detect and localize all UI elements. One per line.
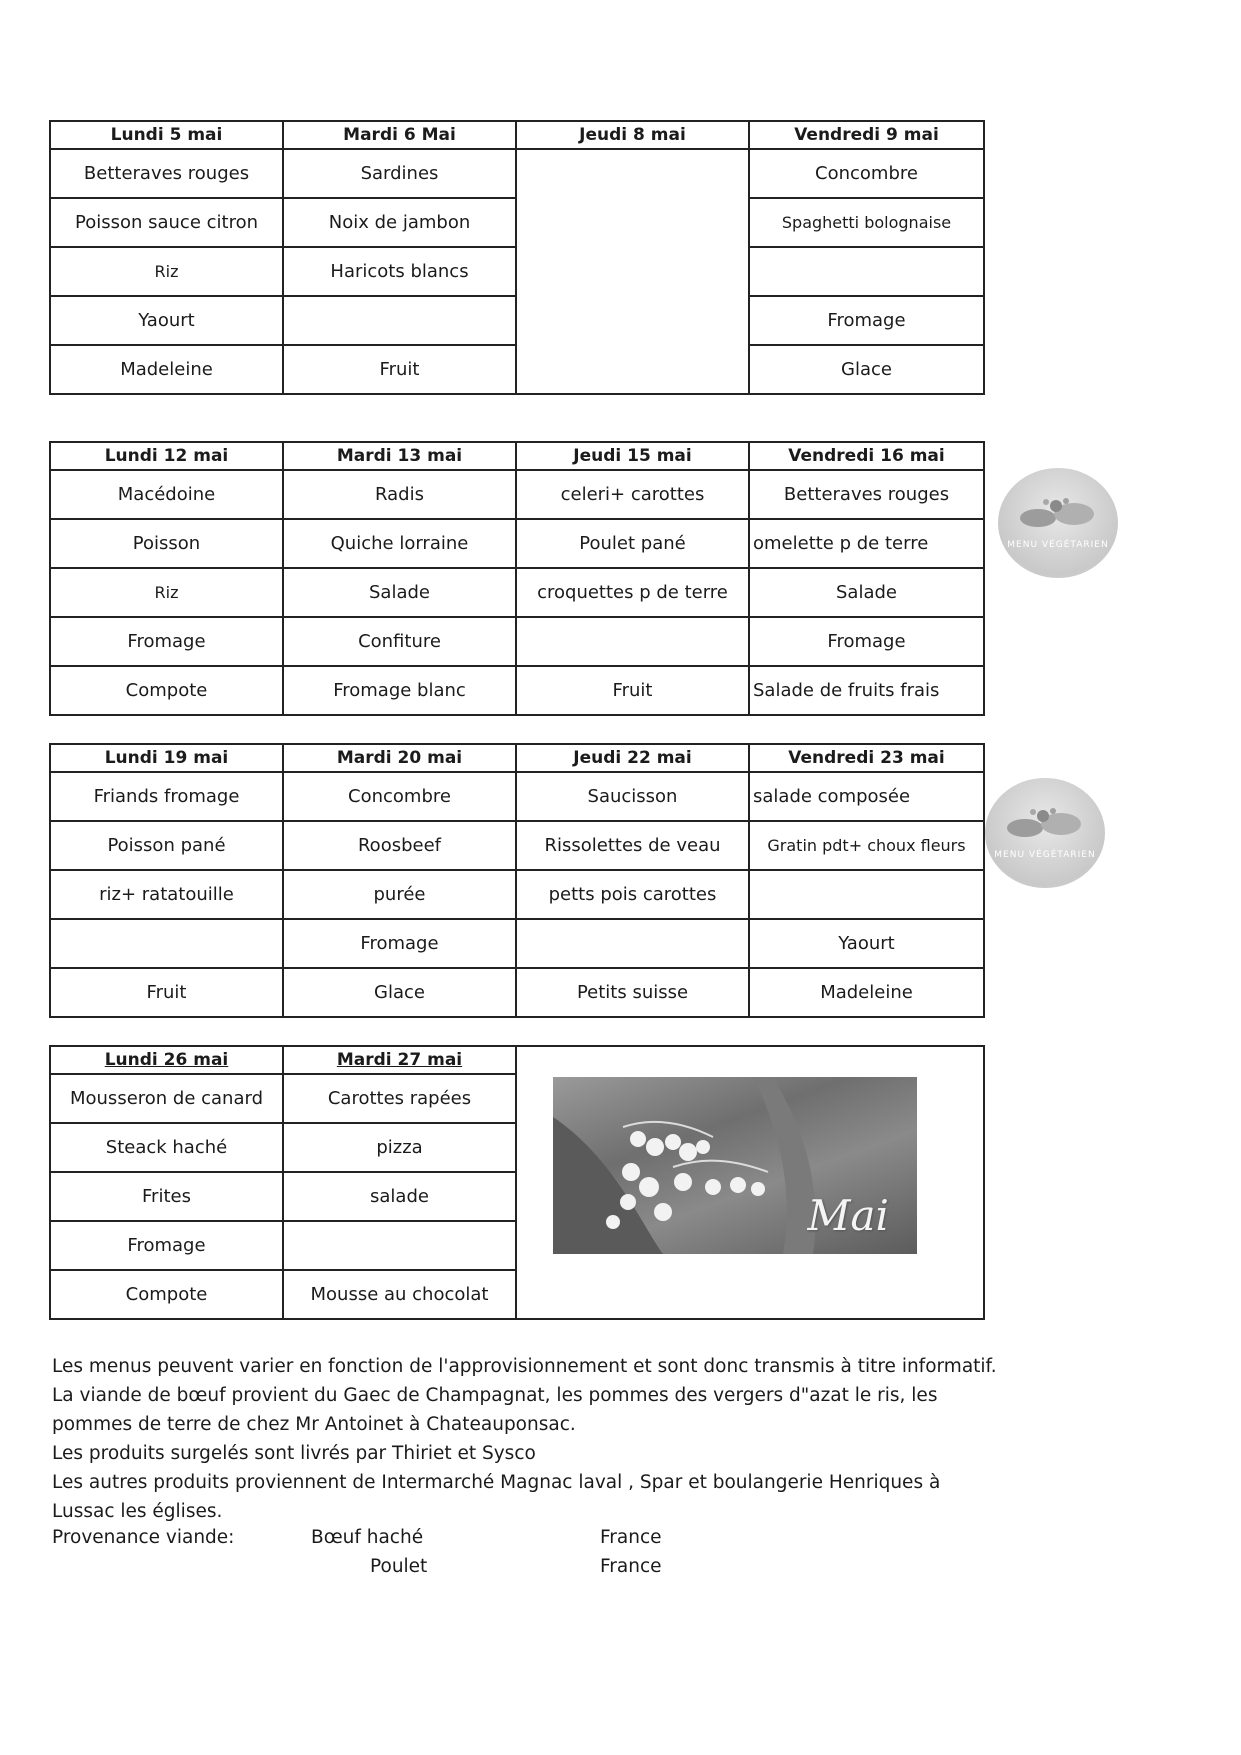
menu-cell: Petits suisse: [516, 968, 749, 1017]
day-header: [50, 1046, 283, 1074]
menu-cell: Friands fromage: [50, 772, 283, 821]
menu-cell: Haricots blancs: [283, 247, 516, 296]
menu-cell: [516, 919, 749, 968]
menu-cell: Frites: [50, 1172, 283, 1221]
lily-of-the-valley-photo: [553, 1077, 917, 1254]
menu-cell: Yaourt: [50, 296, 283, 345]
menu-cell: Spaghetti bolognaise: [749, 198, 984, 247]
vegetarian-menu-label: MENU VÉGÉTARIEN: [994, 850, 1096, 860]
menu-cell: omelette p de terre: [749, 519, 984, 568]
menu-cell: salade composée: [749, 772, 984, 821]
menu-cell: Confiture: [283, 617, 516, 666]
menu-cell: Fromage blanc: [283, 666, 516, 715]
menu-cell: Mousseron de canard: [50, 1074, 283, 1123]
note-paragraph: Les produits surgelés sont livrés par Thiriet et Sysco: [52, 1443, 536, 1464]
menu-cell: Saucisson: [516, 772, 749, 821]
menu-cell: Fromage: [749, 617, 984, 666]
menu-cell: Roosbeef: [283, 821, 516, 870]
provenance-meat: Bœuf haché: [311, 1527, 424, 1548]
vegetarian-menu-badge: [985, 778, 1105, 888]
day-header: Vendredi 16 mai: [749, 442, 984, 470]
menu-cell: Noix de jambon: [283, 198, 516, 247]
menu-cell: [749, 870, 984, 919]
menu-cell: Compote: [50, 666, 283, 715]
menu-cell: Madeleine: [749, 968, 984, 1017]
menu-cell: riz+ ratatouille: [50, 870, 283, 919]
menu-cell: salade: [283, 1172, 516, 1221]
menu-cell: Riz: [50, 247, 283, 296]
provenance-meat: Poulet: [370, 1556, 428, 1577]
menu-cell: Salade: [283, 568, 516, 617]
menu-week-3: [49, 743, 985, 1018]
menu-cell: [283, 296, 516, 345]
day-header: Mardi 6 Mai: [283, 121, 516, 149]
day-header: Lundi 19 mai: [50, 744, 283, 772]
menu-cell: Salade de fruits frais: [749, 666, 984, 715]
day-header: Vendredi 23 mai: [749, 744, 984, 772]
provenance-origin: France: [600, 1556, 662, 1577]
menu-cell: Glace: [283, 968, 516, 1017]
day-header: Jeudi 8 mai: [516, 121, 749, 149]
menu-cell: Glace: [749, 345, 984, 394]
menu-cell: Mousse au chocolat: [283, 1270, 516, 1319]
menu-cell: Radis: [283, 470, 516, 519]
menu-cell: petts pois carottes: [516, 870, 749, 919]
menu-cell: Sardines: [283, 149, 516, 198]
menu-cell: Betteraves rouges: [749, 470, 984, 519]
menu-cell: Poulet pané: [516, 519, 749, 568]
menu-cell: [516, 617, 749, 666]
menu-cell: Fromage: [283, 919, 516, 968]
menu-cell: Concombre: [749, 149, 984, 198]
menu-cell: Carottes rapées: [283, 1074, 516, 1123]
menu-cell: [749, 247, 984, 296]
day-header-text: Lundi 26 mai: [104, 1050, 229, 1070]
provenance-origin: France: [600, 1527, 662, 1548]
menu-cell: Poisson: [50, 519, 283, 568]
menu-cell: Fruit: [516, 666, 749, 715]
menu-cell: pizza: [283, 1123, 516, 1172]
day-header: Jeudi 22 mai: [516, 744, 749, 772]
menu-cell: Fromage: [50, 1221, 283, 1270]
menu-week-2: [49, 441, 985, 716]
menu-cell: Macédoine: [50, 470, 283, 519]
menu-cell: [50, 919, 283, 968]
day-header: Jeudi 15 mai: [516, 442, 749, 470]
day-header: Mardi 13 mai: [283, 442, 516, 470]
vegetarian-menu-label: MENU VÉGÉTARIEN: [1007, 540, 1109, 550]
menu-cell: Compote: [50, 1270, 283, 1319]
menu-cell: Fromage: [50, 617, 283, 666]
menu-cell: Steack haché: [50, 1123, 283, 1172]
menu-cell: Fromage: [749, 296, 984, 345]
menu-cell: Fruit: [283, 345, 516, 394]
day-header: [283, 1046, 516, 1074]
menu-week-1: [49, 120, 985, 395]
menu-cell-empty-day: [516, 149, 749, 394]
day-header: Lundi 12 mai: [50, 442, 283, 470]
vegetables-icon: [1003, 806, 1087, 846]
note-paragraph: Les autres produits proviennent de Intermarché Magnac laval , Spar et boulangerie Henriques à Lussac les églises.: [52, 1472, 941, 1522]
provenance-label: Provenance viande:: [52, 1527, 235, 1548]
note-paragraph: La viande de bœuf provient du Gaec de Champagnat, les pommes des vergers d"azat le ris, les pommes de terre de chez Mr Antoinet à Chateauponsac.: [52, 1385, 938, 1435]
day-header: Lundi 5 mai: [50, 121, 283, 149]
day-header-text: Mardi 27 mai: [336, 1050, 463, 1070]
menu-cell: Yaourt: [749, 919, 984, 968]
photo-caption: Mai: [807, 1191, 889, 1240]
note-paragraph: Les menus peuvent varier en fonction de l'approvisionnement et sont donc transmis à titre informatif.: [52, 1356, 997, 1377]
vegetables-icon: [1016, 496, 1100, 536]
menu-cell: [283, 1221, 516, 1270]
menu-cell: Fruit: [50, 968, 283, 1017]
menu-cell: croquettes p de terre: [516, 568, 749, 617]
menu-cell: Riz: [50, 568, 283, 617]
menu-cell: Quiche lorraine: [283, 519, 516, 568]
menu-cell: Betteraves rouges: [50, 149, 283, 198]
menu-cell: Poisson pané: [50, 821, 283, 870]
vegetarian-menu-badge: [998, 468, 1118, 578]
menu-cell: Gratin pdt+ choux fleurs: [749, 821, 984, 870]
menu-cell: Salade: [749, 568, 984, 617]
day-header: Vendredi 9 mai: [749, 121, 984, 149]
menu-cell: purée: [283, 870, 516, 919]
notes: [52, 1352, 1002, 1526]
menu-cell: Rissolettes de veau: [516, 821, 749, 870]
menu-cell: celeri+ carottes: [516, 470, 749, 519]
menu-cell: Poisson sauce citron: [50, 198, 283, 247]
menu-cell: Concombre: [283, 772, 516, 821]
day-header: Mardi 20 mai: [283, 744, 516, 772]
menu-cell: Madeleine: [50, 345, 283, 394]
